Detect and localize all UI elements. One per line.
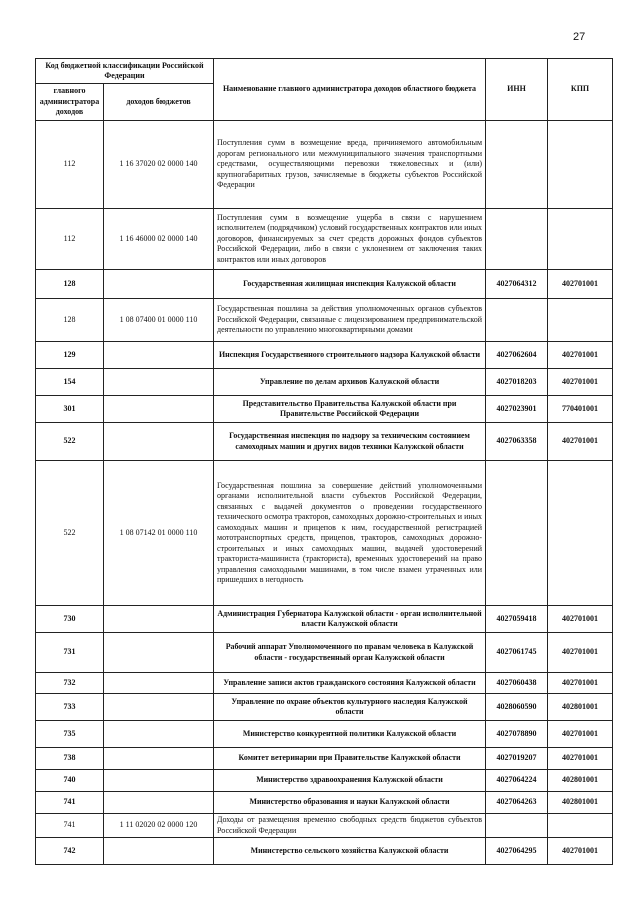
kpp-cell: 402701001 (548, 270, 613, 299)
inn-cell: 4027078890 (486, 721, 548, 748)
admin-code-cell: 738 (36, 748, 104, 770)
kpp-cell: 402801001 (548, 770, 613, 792)
table-row (36, 121, 613, 209)
kpp-cell (548, 299, 613, 342)
inn-cell (486, 209, 548, 270)
name-cell: Управление по делам архивов Калужской области (214, 369, 486, 396)
admin-code-cell: 301 (36, 396, 104, 423)
budget-code-cell: 1 11 02020 02 0000 120 (104, 814, 214, 838)
kpp-cell (548, 814, 613, 838)
table-row (36, 721, 613, 748)
header-code-group: Код бюджетной классификации Российской Федерации (36, 59, 214, 84)
admin-code-cell: 112 (36, 209, 104, 270)
kpp-cell: 402701001 (548, 633, 613, 673)
budget-code-cell (104, 633, 214, 673)
table-row (36, 748, 613, 770)
budget-code-cell (104, 748, 214, 770)
admin-code-cell: 733 (36, 694, 104, 721)
inn-cell: 4027059418 (486, 606, 548, 633)
name-cell: Комитет ветеринарии при Правительстве Калужской области (214, 748, 486, 770)
inn-cell (486, 461, 548, 606)
name-cell: Доходы от размещения временно свободных средств бюджетов субъектов Российской Федерации (214, 814, 486, 838)
table-row (36, 633, 613, 673)
admin-code-cell: 128 (36, 270, 104, 299)
kpp-cell: 402701001 (548, 721, 613, 748)
table-row (36, 814, 613, 838)
name-cell: Государственная пошлина за действия уполномоченных органов субъектов Российской Федерации, связанные с лицензированием предпринимательской деятельности по управлению многоквартирными домами (214, 299, 486, 342)
inn-cell: 4027063358 (486, 423, 548, 461)
name-cell: Поступления сумм в возмещение вреда, причиняемого автомобильным дорогам регионального или межмуниципального значения транспортными средствами, осуществляющими перевозки тяжеловесных и (или) крупногабаритных грузов, зачисляемые в бюджеты субъектов Российской Федерации (214, 121, 486, 209)
admin-code-cell: 731 (36, 633, 104, 673)
table-row (36, 770, 613, 792)
inn-cell (486, 814, 548, 838)
admin-code-cell: 154 (36, 369, 104, 396)
admin-code-cell: 730 (36, 606, 104, 633)
inn-cell: 4027064263 (486, 792, 548, 814)
admin-code-cell: 740 (36, 770, 104, 792)
inn-cell: 4027023901 (486, 396, 548, 423)
inn-cell: 4027018203 (486, 369, 548, 396)
table-row (36, 838, 613, 865)
budget-code-cell (104, 721, 214, 748)
inn-cell: 4027061745 (486, 633, 548, 673)
table-row (36, 396, 613, 423)
header-inn: ИНН (486, 59, 548, 121)
kpp-cell: 402701001 (548, 369, 613, 396)
table-row (36, 461, 613, 606)
table-body (36, 121, 613, 865)
budget-code-cell (104, 423, 214, 461)
name-cell: Государственная жилищная инспекция Калужской области (214, 270, 486, 299)
table-row (36, 694, 613, 721)
name-cell: Управление по охране объектов культурного наследия Калужской области (214, 694, 486, 721)
budget-code-cell (104, 838, 214, 865)
budget-code-cell (104, 270, 214, 299)
header-name: Наименование главного администратора доходов областного бюджета (214, 59, 486, 121)
inn-cell (486, 121, 548, 209)
inn-cell: 4027064295 (486, 838, 548, 865)
kpp-cell: 402701001 (548, 838, 613, 865)
admin-code-cell: 128 (36, 299, 104, 342)
header-kpp: КПП (548, 59, 613, 121)
kpp-cell: 402701001 (548, 606, 613, 633)
table-row (36, 342, 613, 369)
admin-code-cell: 112 (36, 121, 104, 209)
admin-code-cell: 732 (36, 673, 104, 694)
budget-code-cell (104, 396, 214, 423)
name-cell: Государственная пошлина за совершение действий уполномоченными органами исполнительной власти субъектов Российской Федерации, связанных с выдачей документов о проведении государственного технического осмотра тракторов, самоходных дорожно-строительных и иных самоходных машин и прицепов к ним, государственной регистрацией мототранспортных средств, прицепов, тракторов, самоходных дорожно-строительных и иных самоходных машин, выдачей удостоверений тракториста-машиниста (тракториста), временных удостоверений на право управления самоходными машинами, в том числе взамен утраченных или пришедших в негодность (214, 461, 486, 606)
admin-code-cell: 735 (36, 721, 104, 748)
table-row (36, 673, 613, 694)
inn-cell: 4027060438 (486, 673, 548, 694)
table-row (36, 209, 613, 270)
name-cell: Инспекция Государственного строительного надзора Калужской области (214, 342, 486, 369)
table-row (36, 270, 613, 299)
budget-code-cell: 1 08 07142 01 0000 110 (104, 461, 214, 606)
table-row (36, 606, 613, 633)
kpp-cell: 770401001 (548, 396, 613, 423)
name-cell: Представительство Правительства Калужской области при Правительстве Российской Федерации (214, 396, 486, 423)
kpp-cell (548, 121, 613, 209)
admin-code-cell: 129 (36, 342, 104, 369)
name-cell: Государственная инспекция по надзору за техническим состоянием самоходных машин и других видов техники Калужской области (214, 423, 486, 461)
budget-code-cell (104, 369, 214, 396)
admin-code-cell: 741 (36, 792, 104, 814)
table-row (36, 792, 613, 814)
budget-code-cell (104, 673, 214, 694)
table-row (36, 299, 613, 342)
budget-code-cell: 1 08 07400 01 0000 110 (104, 299, 214, 342)
budget-table (35, 58, 613, 865)
table-row (36, 423, 613, 461)
budget-code-cell: 1 16 46000 02 0000 140 (104, 209, 214, 270)
kpp-cell: 402701001 (548, 673, 613, 694)
kpp-cell: 402701001 (548, 423, 613, 461)
name-cell: Министерство здравоохранения Калужской области (214, 770, 486, 792)
kpp-cell: 402701001 (548, 342, 613, 369)
kpp-cell: 402801001 (548, 694, 613, 721)
kpp-cell (548, 209, 613, 270)
inn-cell: 4028060590 (486, 694, 548, 721)
page-number: 27 (573, 31, 586, 43)
table-row (36, 369, 613, 396)
name-cell: Управление записи актов гражданского состояния Калужской области (214, 673, 486, 694)
header-income: доходов бюджетов (104, 84, 214, 121)
name-cell: Поступления сумм в возмещение ущерба в связи с нарушением исполнителем (подрядчиком) условий государственных контрактов или иных договоров, финансируемых за счет средств дорожных фондов субъектов Российской Федерации, либо в связи с уклонением от заключения таких контрактов или иных договоров (214, 209, 486, 270)
admin-code-cell: 742 (36, 838, 104, 865)
admin-code-cell: 741 (36, 814, 104, 838)
admin-code-cell: 522 (36, 461, 104, 606)
name-cell: Рабочий аппарат Уполномоченного по правам человека в Калужской области - государственный орган Калужской области (214, 633, 486, 673)
budget-code-cell: 1 16 37020 02 0000 140 (104, 121, 214, 209)
name-cell: Администрация Губернатора Калужской области - орган исполнительной власти Калужской области (214, 606, 486, 633)
header-admin: главного администратора доходов (36, 84, 104, 121)
budget-code-cell (104, 694, 214, 721)
inn-cell: 4027019207 (486, 748, 548, 770)
inn-cell: 4027062604 (486, 342, 548, 369)
name-cell: Министерство образования и науки Калужской области (214, 792, 486, 814)
inn-cell: 4027064312 (486, 270, 548, 299)
table-header (36, 59, 613, 121)
name-cell: Министерство сельского хозяйства Калужской области (214, 838, 486, 865)
budget-code-cell (104, 792, 214, 814)
inn-cell: 4027064224 (486, 770, 548, 792)
budget-code-cell (104, 606, 214, 633)
inn-cell (486, 299, 548, 342)
budget-code-cell (104, 342, 214, 369)
admin-code-cell: 522 (36, 423, 104, 461)
kpp-cell: 402701001 (548, 748, 613, 770)
kpp-cell: 402801001 (548, 792, 613, 814)
kpp-cell (548, 461, 613, 606)
budget-code-cell (104, 770, 214, 792)
name-cell: Министерство конкурентной политики Калужской области (214, 721, 486, 748)
